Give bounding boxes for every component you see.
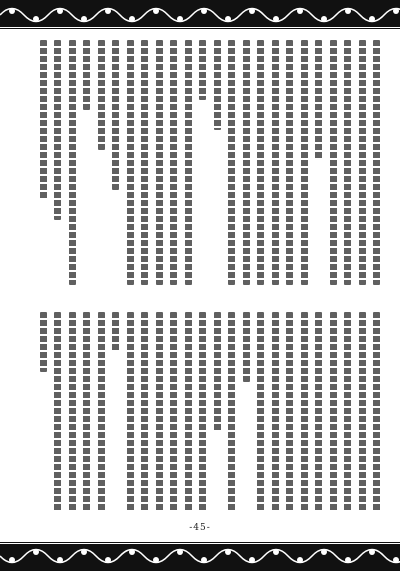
text-column [371,40,382,295]
top-ornamental-border [0,0,400,30]
text-column [183,40,194,295]
text-column [284,40,295,295]
text-column [81,40,92,295]
text-column [328,40,339,295]
scroll-ornament-icon [0,541,400,571]
text-column [270,312,281,520]
text-column [241,312,252,520]
text-column [67,40,78,295]
text-column [255,312,266,520]
text-column [139,40,150,295]
text-column [255,40,266,295]
text-column [183,312,194,520]
text-column [154,312,165,520]
lower-text-block [18,312,382,520]
text-column [241,40,252,295]
text-column [357,40,368,295]
text-column [125,40,136,295]
text-column [154,40,165,295]
bottom-ornamental-border [0,541,400,571]
text-column [96,40,107,295]
text-column [328,312,339,520]
text-column [52,40,63,295]
text-column [67,312,78,520]
text-column [313,312,324,520]
text-column [357,312,368,520]
text-column [125,312,136,520]
scroll-ornament-icon [0,0,400,30]
page-number: -45- [189,523,211,533]
text-column [371,312,382,520]
text-column [342,40,353,295]
text-column [168,40,179,295]
text-column [110,312,121,520]
text-column [342,312,353,520]
text-column [168,312,179,520]
text-column [313,40,324,295]
text-column [197,40,208,295]
text-column [284,312,295,520]
text-column [299,40,310,295]
text-column [197,312,208,520]
text-column [38,312,49,520]
text-column [52,312,63,520]
text-column [96,312,107,520]
text-column [299,312,310,520]
text-column [110,40,121,295]
text-column [212,312,223,520]
text-column [212,40,223,295]
text-column [139,312,150,520]
text-column [226,40,237,295]
text-column [226,312,237,520]
text-column [270,40,281,295]
text-column [81,312,92,520]
text-column [38,40,49,295]
upper-text-block [18,40,382,295]
